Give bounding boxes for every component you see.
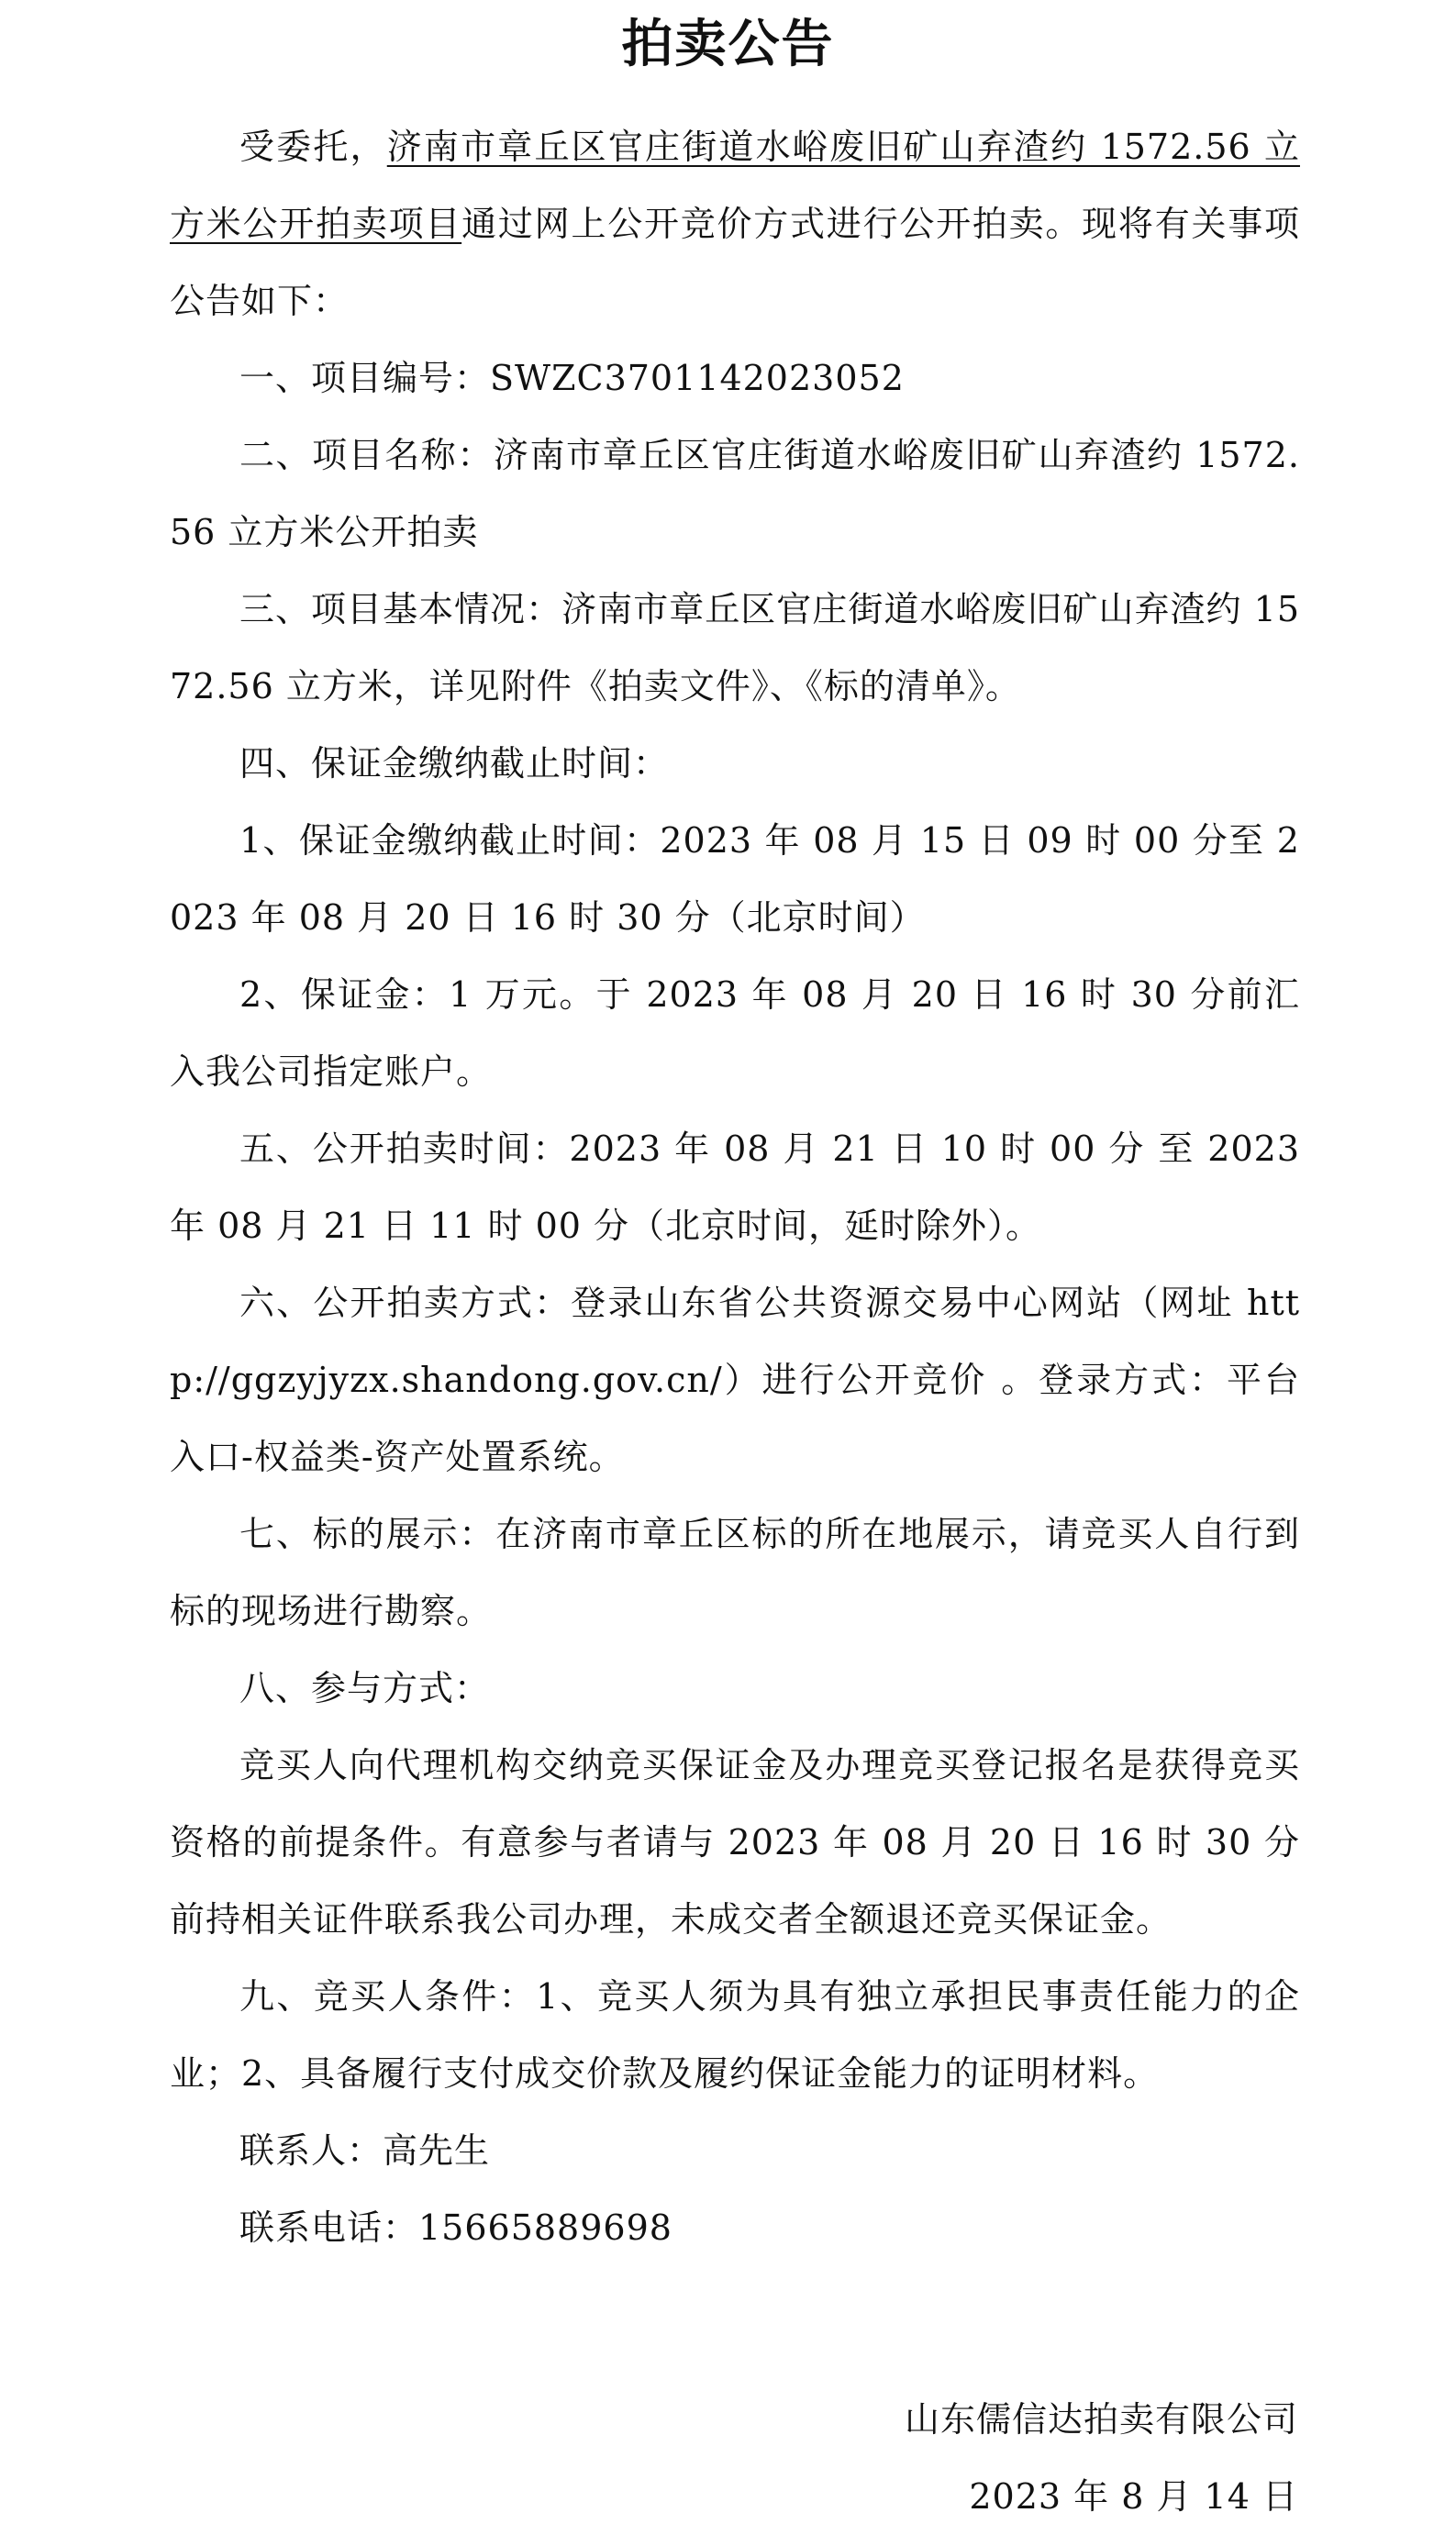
- contact-person: 联系人：高先生: [239, 2130, 491, 2171]
- item-auction-time: 五、公开拍卖时间：2023 年 08 月 21 日 10 时 00 分 至 2023 年 08 月 21 日 11 时 00 分（北京时间，延时除外）。: [170, 1129, 1300, 1246]
- company-name: 山东儒信达拍卖有限公司: [904, 2399, 1298, 2440]
- page-title: 拍卖公告: [621, 15, 835, 74]
- intro-prefix: 受委托，: [239, 127, 387, 167]
- contact-phone: 联系电话：15665889698: [239, 2207, 672, 2248]
- intro-suffix: 通过网上公开竞价方式进行公开拍卖。现将有关事项公告如下：: [170, 204, 1300, 321]
- project-name-underlined: 济南市章丘区官庄街道水峪废旧矿山弃渣约 1572.56 立方米公开拍卖项目: [170, 127, 1300, 244]
- item-deposit-amount: 2、保证金：1 万元。于 2023 年 08 月 20 日 16 时 30 分前汇入我公司指定账户。: [170, 974, 1300, 1092]
- intro-paragraph: [170, 108, 1300, 339]
- signature-date: 2023 年 8 月 14 日: [969, 2476, 1298, 2517]
- announcement-body: [170, 108, 1300, 2266]
- item-project-basics: 三、项目基本情况：济南市章丘区官庄街道水峪废旧矿山弃渣约 1572.56 立方米，详见附件《拍卖文件》、《标的清单》。: [170, 589, 1300, 706]
- item-bidder-conditions: 九、竞买人条件：1、竞买人须为具有独立承担民事责任能力的企业；2、具备履行支付成交价款及履约保证金能力的证明材料。: [170, 1976, 1300, 2094]
- item-deposit-deadline: 1、保证金缴纳截止时间：2023 年 08 月 15 日 09 时 00 分至 2023 年 08 月 20 日 16 时 30 分（北京时间）: [170, 820, 1300, 938]
- item-lot-display: 七、标的展示：在济南市章丘区标的所在地展示，请竞买人自行到标的现场进行勘察。: [170, 1514, 1300, 1631]
- item-project-number: 一、项目编号：SWZC3701142023052: [239, 358, 905, 398]
- item-project-name: 二、项目名称：济南市章丘区官庄街道水峪废旧矿山弃渣约 1572.56 立方米公开拍卖: [170, 435, 1300, 552]
- item-auction-method: 六、公开拍卖方式：登录山东省公共资源交易中心网站（网址 http://ggzyjyzx.shandong.gov.cn/）进行公开竞价 。登录方式：平台入口-权益类-资产处置系统。: [170, 1283, 1300, 1477]
- item-deposit-deadline-heading: 四、保证金缴纳截止时间：: [239, 743, 670, 784]
- item-participation-heading: 八、参与方式：: [239, 1668, 491, 1708]
- item-participation-body: 竞买人向代理机构交纳竞买保证金及办理竞买登记报名是获得竞买资格的前提条件。有意参与者请与 2023 年 08 月 20 日 16 时 30 分前持相关证件联系我公司办理，未成交者全额退还竞买保证金。: [170, 1745, 1300, 1940]
- signature-block: [905, 2381, 1298, 2535]
